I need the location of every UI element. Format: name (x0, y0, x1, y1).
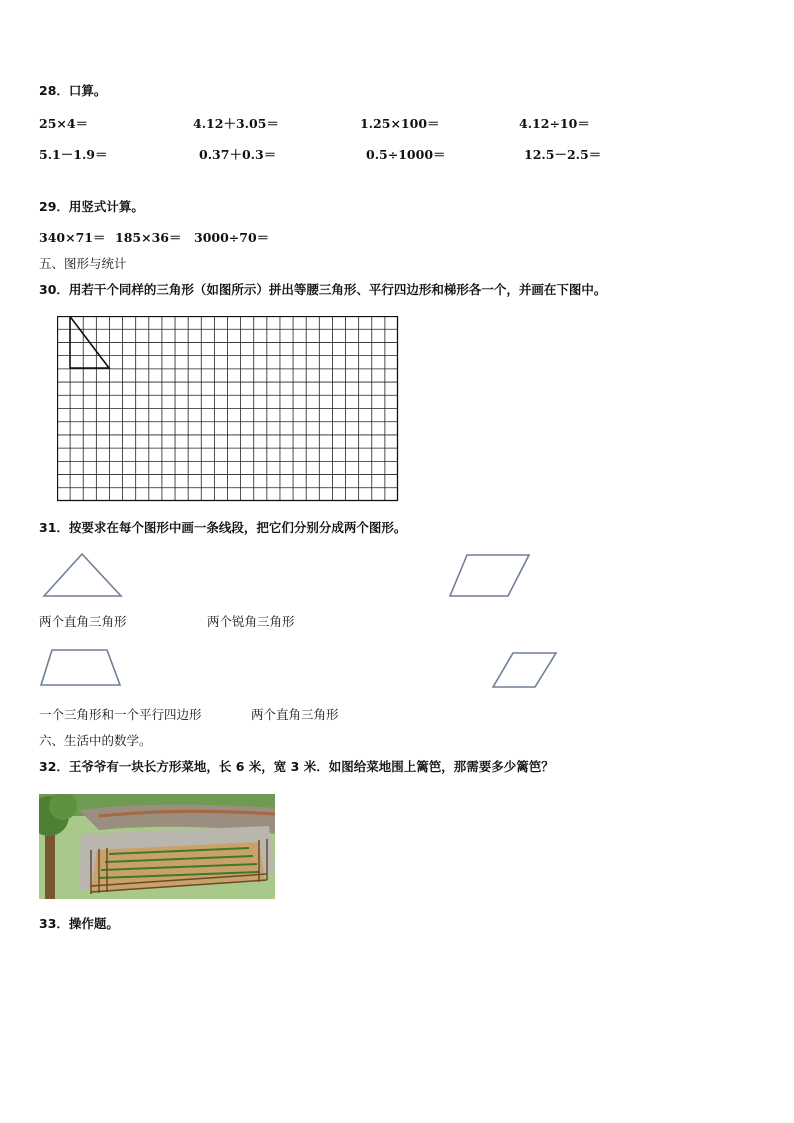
q31-label: 31．按要求在每个图形中画一条线段，把它们分别分成两个图形。 (39, 520, 407, 535)
parallelogram-figure-small (490, 650, 560, 690)
q29-expr-1: 340×71＝ (39, 230, 106, 245)
q31-caption-2: 两个锐角三角形 (207, 614, 295, 629)
q31-caption-1: 两个直角三角形 (39, 614, 127, 629)
q28-expr-2: 4.12＋3.05＝ (193, 116, 279, 131)
dot-grid-drawing-area (57, 316, 399, 502)
grid-lines (57, 316, 398, 501)
q29-expr-2: 185×36＝ (115, 230, 182, 245)
q29-label: 29．用竖式计算。 (39, 199, 144, 214)
parallelogram-figure-large (447, 552, 533, 600)
q28-expr-8: 12.5－2.5＝ (524, 147, 602, 162)
q29-expr-3: 3000÷70＝ (194, 230, 270, 245)
q33-label: 33．操作题。 (39, 916, 119, 931)
q31-caption-3: 一个三角形和一个平行四边形 (39, 707, 202, 722)
q28-expr-6: 0.37＋0.3＝ (199, 147, 277, 162)
q32-label: 32．王爷爷有一块长方形菜地，长 6 米，宽 3 米．如图给菜地围上篱笆，那需要多少篱笆？ (39, 759, 554, 774)
section-six-title: 六、生活中的数学。 (39, 733, 152, 748)
q30-label: 30．用若干个同样的三角形（如图所示）拼出等腰三角形、平行四边形和梯形各一个，并画在下图中。 (39, 282, 607, 297)
vegetable-garden-illustration (39, 794, 275, 899)
q28-expr-4: 4.12÷10＝ (519, 116, 590, 131)
q28-expr-1: 25×4＝ (39, 116, 89, 131)
q28-expr-3: 1.25×100＝ (360, 116, 440, 131)
q31-caption-4: 两个直角三角形 (251, 707, 339, 722)
q28-expr-5: 5.1－1.9＝ (39, 147, 108, 162)
q28-label: 28．口算。 (39, 83, 107, 98)
trapezoid-figure (38, 647, 124, 689)
section-five-title: 五、图形与统计 (39, 256, 127, 271)
q28-expr-7: 0.5÷1000＝ (366, 147, 446, 162)
isosceles-triangle-figure (42, 551, 124, 599)
